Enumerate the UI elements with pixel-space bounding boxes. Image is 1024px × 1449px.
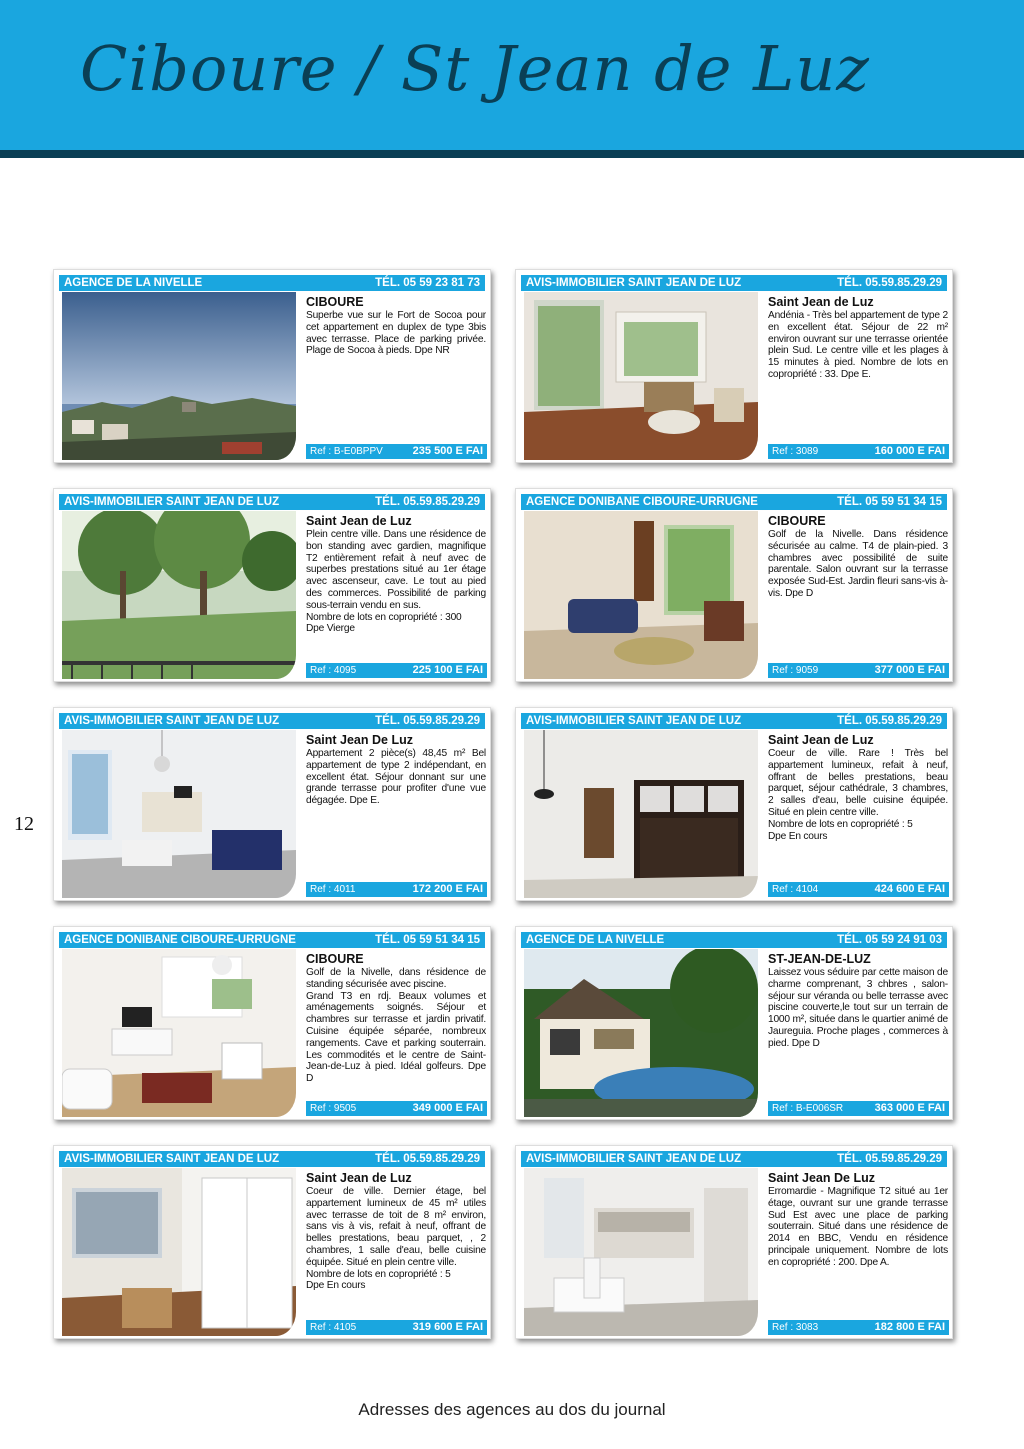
listing-header [521, 1151, 947, 1167]
listing-city: CIBOURE [768, 514, 826, 528]
listing-description [306, 529, 486, 635]
listing-ref: Ref : 4095 [310, 665, 357, 676]
listing-card[interactable] [53, 707, 491, 901]
property-photo[interactable] [62, 1168, 296, 1336]
page-number: 12 [14, 813, 34, 835]
description-paragraph: Erromardie - Magnifique T2 situé au 1er étage, ouvrant sur une grande terrasse Sud Est avec une place de parking souterrain. Situé dans une résidence de 2014 en BBC, Vendu en résidence principale uniquement. Nombre de lots en copropriété : 200. Dpe A. [768, 1186, 948, 1268]
listing-header [59, 494, 485, 510]
listing-price: 377 000 E FAI [874, 664, 945, 676]
listing-ref: Ref : 4105 [310, 1322, 357, 1333]
listing-description [768, 529, 948, 600]
agency-phone: TÉL. 05 59 23 81 73 [375, 277, 480, 289]
listing-card[interactable] [53, 1145, 491, 1339]
agency-phone: TÉL. 05.59.85.29.29 [837, 715, 942, 727]
description-paragraph: Nombre de lots en copropriété : 5 [306, 1268, 451, 1280]
agency-name: AVIS-IMMOBILIER SAINT JEAN DE LUZ [64, 715, 280, 727]
property-photo[interactable] [524, 511, 758, 679]
listing-ref: Ref : 9059 [772, 665, 819, 676]
listing-city: Saint Jean de Luz [768, 733, 874, 747]
listing-ref: Ref : B-E0BPPV [310, 446, 383, 457]
property-photo[interactable] [524, 1168, 758, 1336]
agency-name: AGENCE DE LA NIVELLE [526, 934, 665, 946]
listing-header [521, 932, 947, 948]
description-paragraph: Plein centre ville. Dans une résidence de bon standing avec gardien, magnifique T2 entièrement refait à neuf avec de superbes prestations situé au 1er étage avec ascenseur, cave. Le tout au pied des commerces. Possibilité de parking sous-terrain vendu en sus. [306, 529, 486, 611]
listing-card[interactable] [515, 488, 953, 682]
listing-card[interactable] [515, 707, 953, 901]
listing-footer [768, 882, 949, 897]
description-paragraph: Nombre de lots en copropriété : 5 [768, 818, 913, 830]
listing-description [768, 310, 948, 381]
description-paragraph: Grand T3 en rdj. Beaux volumes et aménagements soignés. Séjour et chambres sur terrasse et jardin privatif. Cuisine équipée séparée, nombreux rangements. Cave et parking souterrain. Les commodités et le centre de Saint-Jean-de-Luz à pied. Idéal golfeurs. Dpe D [306, 990, 486, 1085]
listing-header [521, 713, 947, 729]
agency-phone: TÉL. 05.59.85.29.29 [375, 715, 480, 727]
listing-city: Saint Jean de Luz [768, 295, 874, 309]
header-rule [0, 150, 1024, 158]
listing-price: 363 000 E FAI [874, 1102, 945, 1114]
agency-name: AVIS-IMMOBILIER SAINT JEAN DE LUZ [64, 1153, 280, 1165]
listing-ref: Ref : 3083 [772, 1322, 819, 1333]
listing-header [59, 275, 485, 291]
description-paragraph: Andénia - Très bel appartement de type 2 en excellent état. Séjour de 22 m² environ ouvrant sur une terrasse orientée plein Sud. Le centre ville et les plages à 15 minutes à pied. Nombre de lots en copropriété : 33. Dpe E. [768, 310, 948, 380]
listing-city: Saint Jean de Luz [306, 514, 412, 528]
listing-city: ST-JEAN-DE-LUZ [768, 952, 871, 966]
listing-price: 349 000 E FAI [412, 1102, 483, 1114]
listing-header [521, 275, 947, 291]
listing-description [768, 1186, 948, 1269]
listing-price: 319 600 E FAI [412, 1321, 483, 1333]
listing-price: 424 600 E FAI [874, 883, 945, 895]
listing-description [306, 310, 486, 357]
listing-footer [768, 1320, 949, 1335]
listing-description [306, 1186, 486, 1292]
listing-header [521, 494, 947, 510]
listing-description [768, 748, 948, 842]
agency-name: AGENCE DE LA NIVELLE [64, 277, 203, 289]
description-paragraph: Laissez vous séduire par cette maison de charme comprenant, 3 chbres , salon-séjour sur véranda ou belle terrasse avec piscine couverte,le tout sur un terrain de 1000 m², située dans le quartier animé de Jaureguia. Proche plages , commerces à pied. Dpe D [768, 967, 948, 1049]
agency-name: AGENCE DONIBANE CIBOURE-URRUGNE [64, 934, 296, 946]
agency-name: AVIS-IMMOBILIER SAINT JEAN DE LUZ [526, 715, 742, 727]
agency-phone: TÉL. 05 59 51 34 15 [375, 934, 480, 946]
description-paragraph: Appartement 2 pièce(s) 48,45 m² Bel appartement de type 2 indépendant, en excellent état. Séjour donnant sur une grande terrasse pour profiter d'une vue dégagée. Dpe E. [306, 748, 486, 807]
listing-ref: Ref : 3089 [772, 446, 819, 457]
description-paragraph: Dpe En cours [306, 1280, 366, 1292]
property-photo[interactable] [524, 292, 758, 460]
page-title: Ciboure / St Jean de Luz [80, 32, 870, 105]
listing-ref: Ref : 4011 [310, 884, 356, 895]
description-paragraph: Superbe vue sur le Fort de Socoa pour cet appartement en duplex de type 3bis avec terrasse. Place de parking privée. Plage de Socoa à pieds. Dpe NR [306, 310, 486, 357]
header-banner [0, 0, 1024, 150]
listing-price: 235 500 E FAI [412, 445, 483, 457]
listing-footer [306, 663, 487, 678]
listing-card[interactable] [53, 488, 491, 682]
listing-city: Saint Jean De Luz [768, 1171, 875, 1185]
listing-price: 172 200 E FAI [412, 883, 483, 895]
listing-footer [306, 1320, 487, 1335]
listing-city: CIBOURE [306, 295, 364, 309]
listing-description [768, 967, 948, 1050]
property-photo[interactable] [62, 511, 296, 679]
agency-name: AGENCE DONIBANE CIBOURE-URRUGNE [526, 496, 758, 508]
listing-footer [306, 444, 487, 459]
description-paragraph: Coeur de ville. Dernier étage, bel appartement lumineux de 45 m² utiles avec terrasse de toit de 8 m² environ, sans vis à vis, refait à neuf, offrant de belles prestations, beau parquet, , 2 chambres, 1 salle d'eau, belle cuisine équipée. Situé en plein centre ville. [306, 1186, 486, 1268]
listing-footer [768, 1101, 949, 1116]
description-paragraph: Coeur de ville. Rare ! Très bel appartement lumineux, refait à neuf, offrant de belles prestations, beau parquet, séjour cathédrale, 3 chambres, 2 salles d'eau, belle cuisine équipée. Situé en plein centre ville. [768, 748, 948, 818]
description-paragraph: Dpe En cours [768, 830, 828, 842]
footer-note: Adresses des agences au dos du journal [358, 1400, 666, 1419]
listing-ref: Ref : 9505 [310, 1103, 357, 1114]
property-photo[interactable] [62, 730, 296, 898]
listing-card[interactable] [53, 269, 491, 463]
agency-phone: TÉL. 05.59.85.29.29 [375, 1153, 480, 1165]
agency-phone: TÉL. 05.59.85.29.29 [837, 277, 942, 289]
listing-city: CIBOURE [306, 952, 364, 966]
property-photo[interactable] [524, 730, 758, 898]
listing-city: Saint Jean de Luz [306, 1171, 412, 1185]
agency-name: AVIS-IMMOBILIER SAINT JEAN DE LUZ [64, 496, 280, 508]
listing-price: 182 800 E FAI [874, 1321, 945, 1333]
property-photo[interactable] [524, 949, 758, 1117]
listing-footer [306, 882, 487, 897]
agency-phone: TÉL. 05.59.85.29.29 [375, 496, 480, 508]
listing-description [306, 748, 486, 807]
agency-phone: TÉL. 05 59 24 91 03 [837, 934, 942, 946]
description-paragraph: Nombre de lots en copropriété : 300 [306, 611, 462, 623]
listing-card[interactable] [515, 1145, 953, 1339]
listing-ref: Ref : B-E006SR [772, 1103, 844, 1114]
listing-card[interactable] [515, 926, 953, 1120]
description-paragraph: Golf de la Nivelle, dans résidence de standing sécurisée avec piscine. [306, 967, 486, 990]
listing-header [59, 1151, 485, 1167]
listing-ref: Ref : 4104 [772, 884, 819, 895]
listing-footer [768, 663, 949, 678]
agency-name: AVIS-IMMOBILIER SAINT JEAN DE LUZ [526, 1153, 742, 1165]
description-paragraph: Dpe Vierge [306, 623, 355, 635]
listing-price: 225 100 E FAI [412, 664, 483, 676]
listing-footer [768, 444, 949, 459]
listing-header [59, 713, 485, 729]
listing-header [59, 932, 485, 948]
property-photo[interactable] [62, 949, 296, 1117]
listing-footer [306, 1101, 487, 1116]
listing-price: 160 000 E FAI [874, 445, 945, 457]
property-photo[interactable] [62, 292, 296, 460]
description-paragraph: Golf de la Nivelle. Dans résidence sécurisée au calme. T4 de plain-pied. 3 chambres avec possibilité de suite parentale. Salon ouvrant sur la terrasse exposée Sud-Est. Jardin fleuri sans-vis à-vis. Dpe D [768, 529, 948, 599]
listing-card[interactable] [53, 926, 491, 1120]
listing-city: Saint Jean De Luz [306, 733, 413, 747]
agency-phone: TÉL. 05.59.85.29.29 [837, 1153, 942, 1165]
agency-phone: TÉL. 05 59 51 34 15 [837, 496, 942, 508]
listing-description [306, 967, 486, 1085]
listing-card[interactable] [515, 269, 953, 463]
agency-name: AVIS-IMMOBILIER SAINT JEAN DE LUZ [526, 277, 742, 289]
